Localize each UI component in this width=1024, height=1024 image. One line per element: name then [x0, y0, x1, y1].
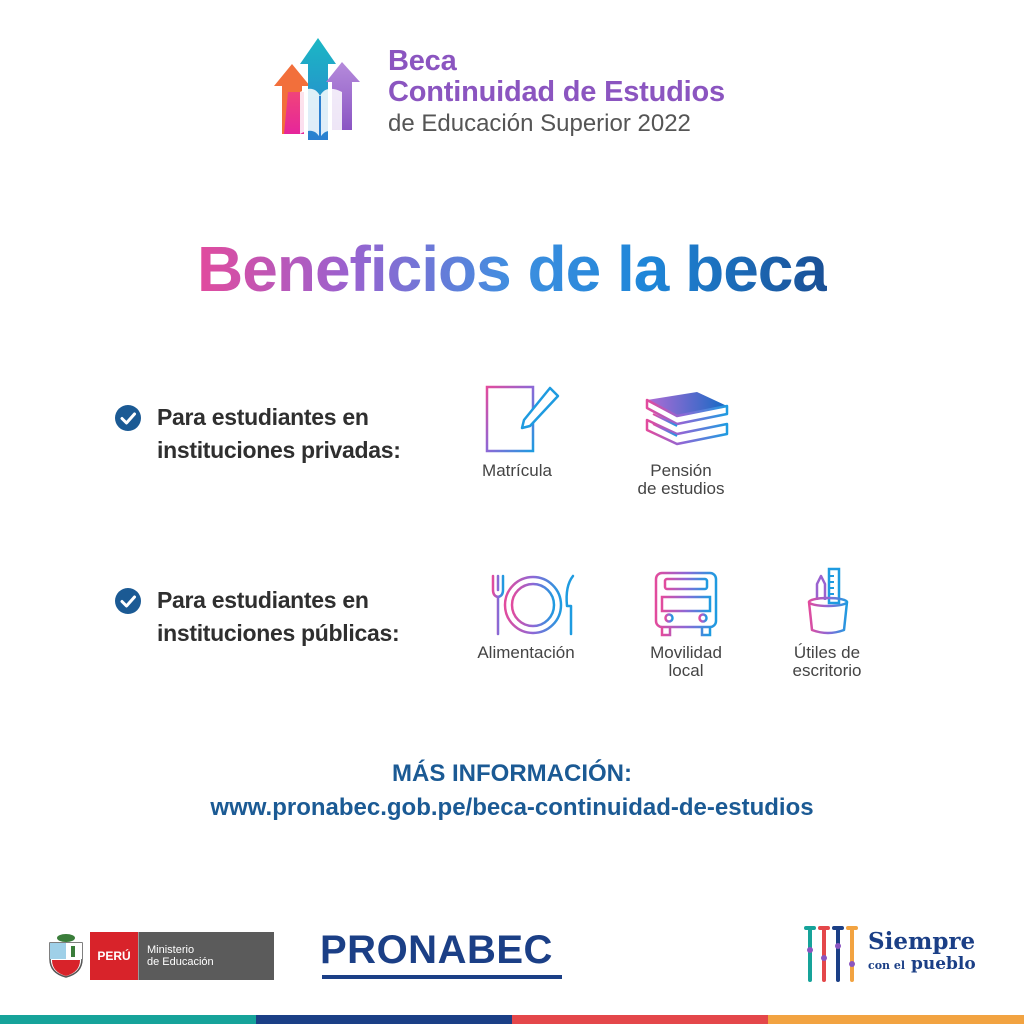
public-institutions-label — [115, 584, 399, 650]
peru-coat-of-arms-icon — [44, 933, 88, 979]
check-circle-icon — [115, 588, 141, 614]
color-segment — [768, 1015, 1024, 1024]
benefit-label: Alimentación — [477, 643, 575, 662]
ministry-name: Ministerio de Educación — [138, 932, 274, 980]
section-label-line1: Para estudiantes en — [157, 404, 369, 430]
peru-label: PERÚ — [90, 932, 138, 980]
plate-fork-knife-icon — [471, 572, 581, 638]
section-label-line2: instituciones públicas: — [157, 620, 400, 646]
more-info-title: MÁS INFORMACIÓN: — [392, 760, 632, 787]
section-label-line1: Para estudiantes en — [157, 587, 369, 613]
color-segment — [512, 1015, 768, 1024]
benefit-label: Movilidad local — [650, 643, 722, 680]
more-info-link[interactable]: www.pronabec.gob.pe/beca-continuidad-de-estudios — [210, 794, 814, 821]
benefit-label: Matrícula — [482, 461, 552, 480]
slogan-logo — [800, 924, 976, 984]
check-circle-icon — [115, 405, 141, 431]
pronabec-underline — [322, 975, 562, 979]
books-icon — [631, 384, 731, 456]
bottom-color-bar — [0, 1015, 1024, 1024]
color-segment — [0, 1015, 256, 1024]
slogan-figures-icon — [800, 924, 862, 984]
benefit-pension — [616, 384, 746, 498]
private-institutions-label — [115, 401, 401, 467]
slogan-line2: con el pueblo — [868, 954, 976, 974]
pronabec-logo: PRONABEC — [320, 928, 553, 972]
ministry-logo — [44, 930, 274, 982]
document-pen-icon — [472, 384, 562, 456]
benefit-utiles — [762, 566, 892, 680]
benefit-label: Útiles de escritorio — [792, 643, 862, 680]
pencil-cup-icon — [797, 566, 857, 638]
benefit-alimentacion — [461, 572, 591, 662]
book-arrows-logo-icon — [270, 34, 370, 146]
program-subtitle: de Educación Superior 2022 — [388, 110, 691, 137]
benefit-matricula — [452, 384, 582, 480]
color-segment — [256, 1015, 512, 1024]
page-title: Beneficios de la beca — [197, 233, 827, 305]
benefit-movilidad — [621, 570, 751, 680]
benefit-label: Pensión de estudios — [637, 461, 725, 498]
bus-icon — [648, 570, 724, 638]
program-title-line1: Beca — [388, 45, 457, 77]
slogan-line1: Siempre — [868, 928, 976, 955]
program-logo — [270, 34, 770, 149]
program-title-line2: Continuidad de Estudios — [388, 76, 725, 108]
section-label-line2: instituciones privadas: — [157, 437, 401, 463]
